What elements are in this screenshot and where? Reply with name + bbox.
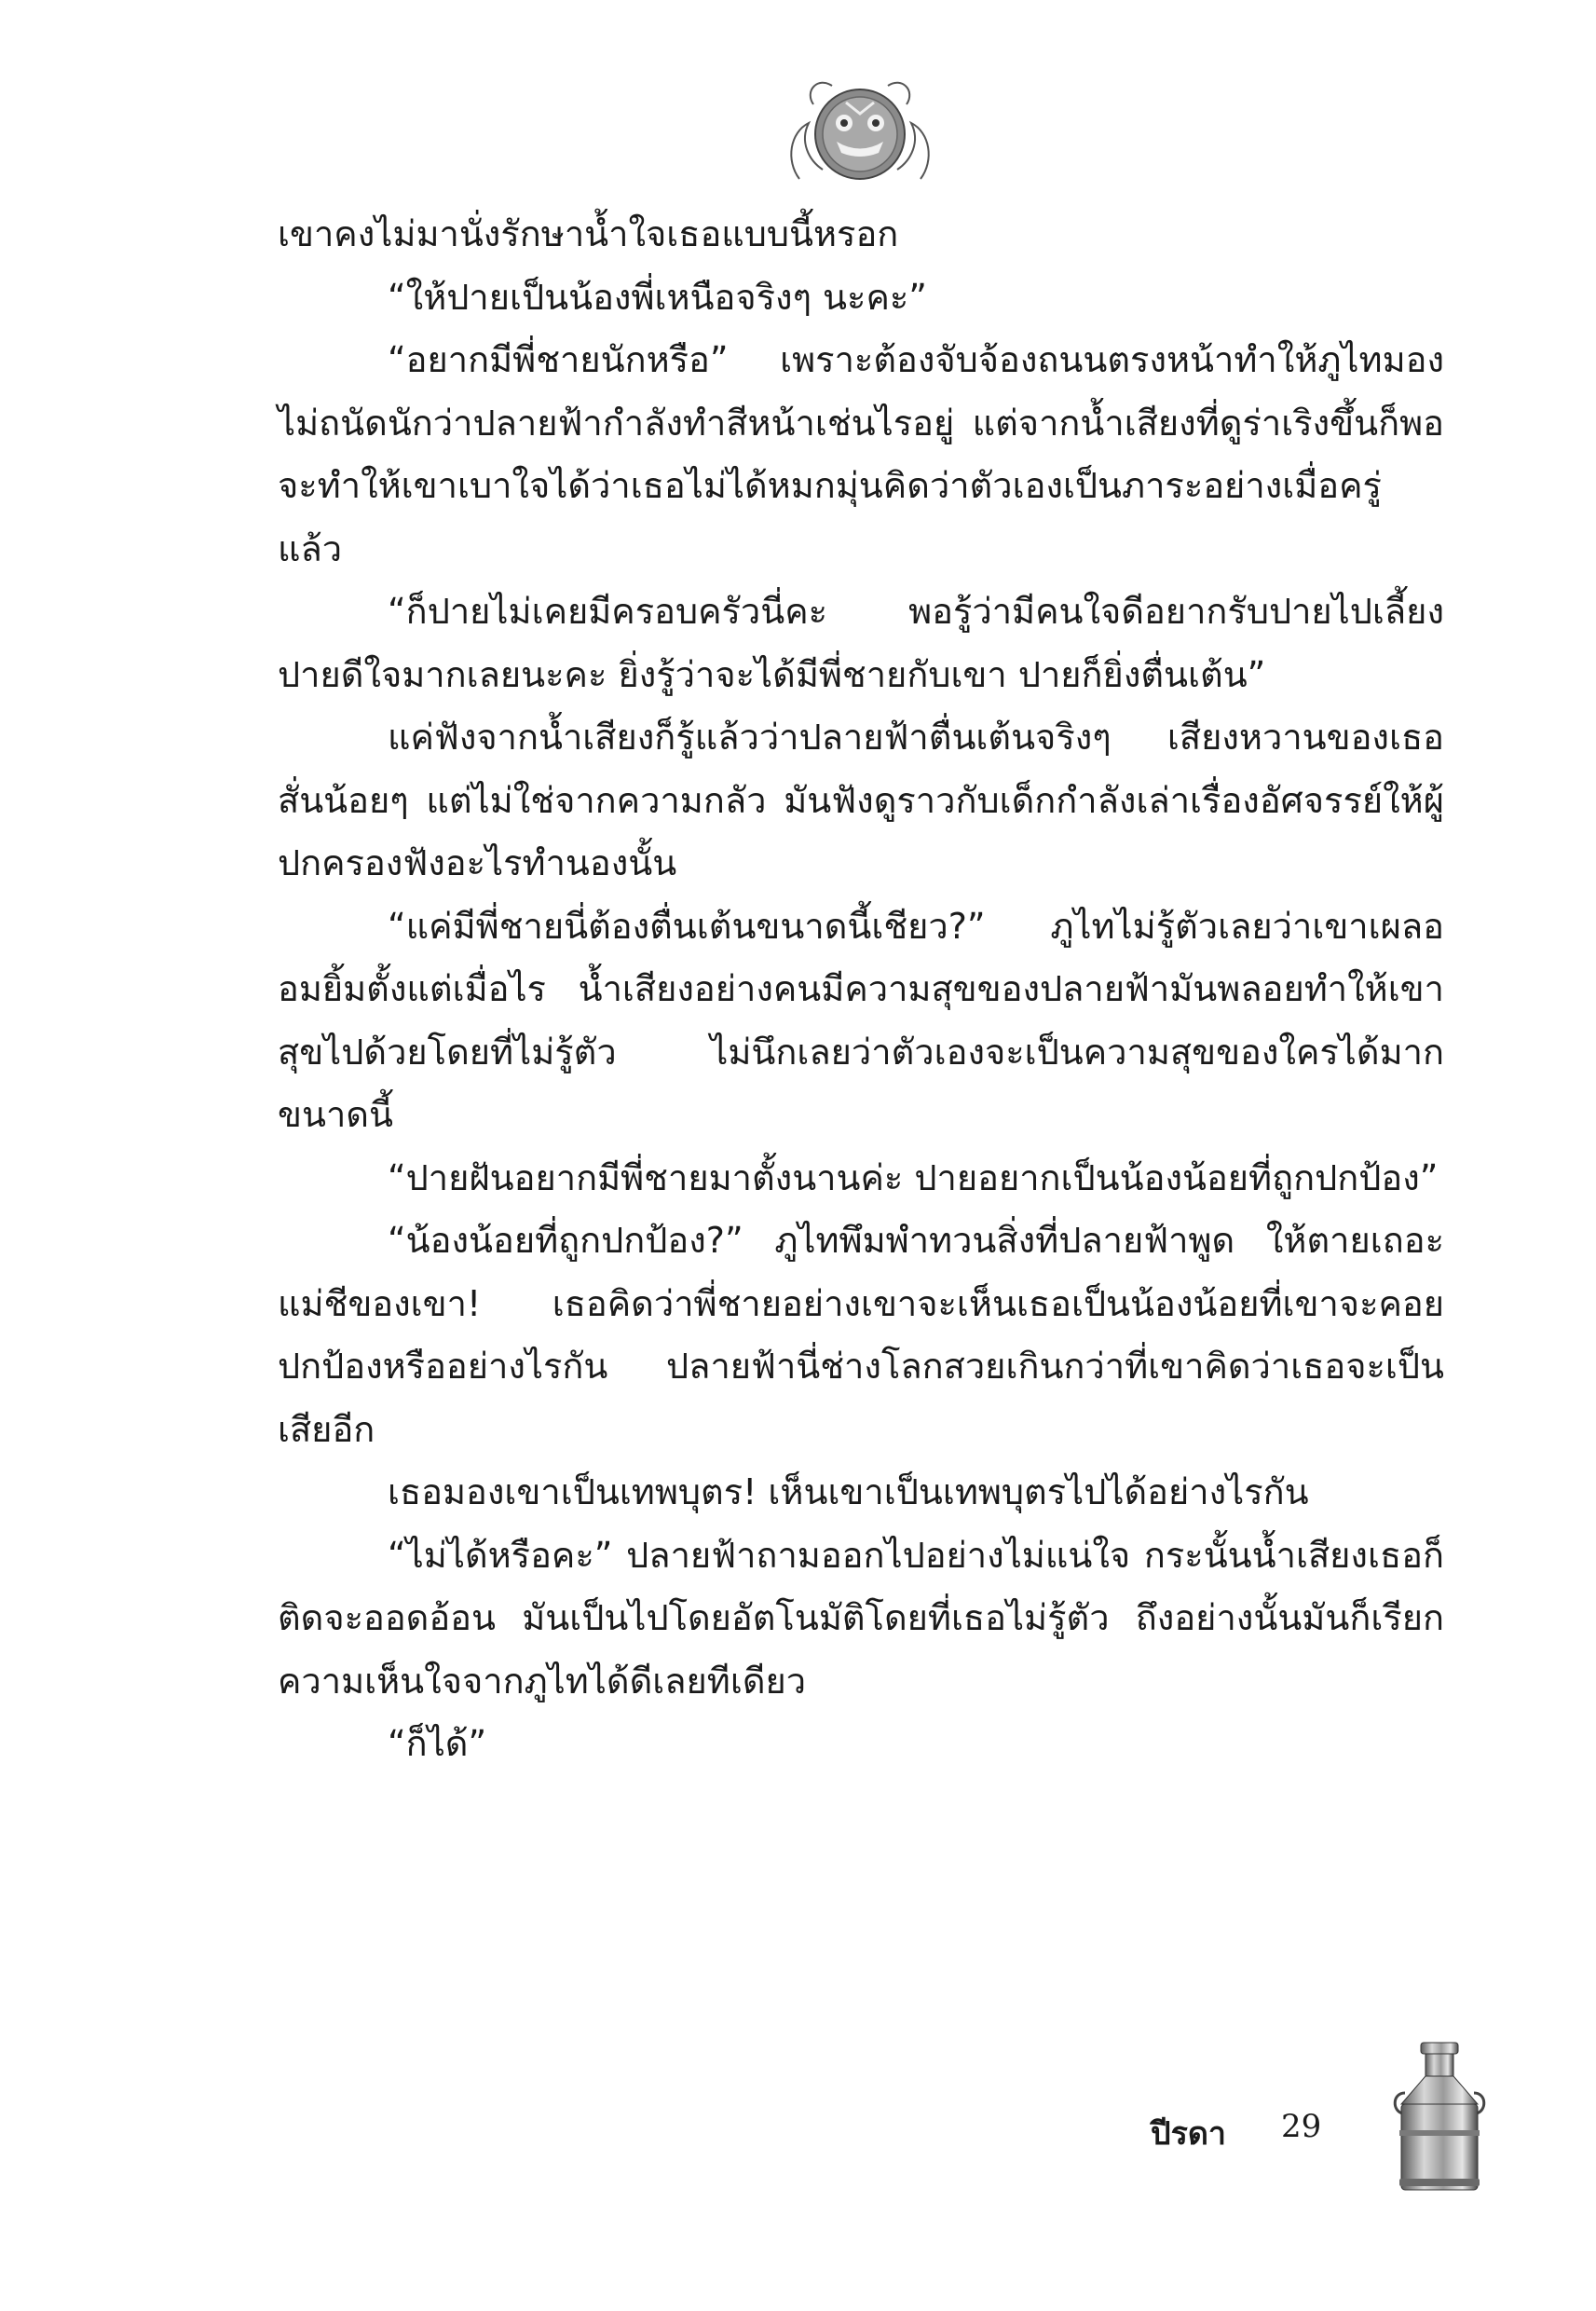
body-text bbox=[278, 203, 1444, 1776]
paragraph-4: “ก็ปายไม่เคยมีครอบครัวนี่คะ พอรู้ว่ามีคนใจดีอยากรับปายไปเลี้ยง ปายดีใจมากเลยนะคะ ยิ่งรู้ว่าจะได้มีพี่ชายกับเขา ปายก็ยิ่งตื่นเต้น” bbox=[278, 591, 1444, 695]
milk-can-icon bbox=[1388, 2039, 1491, 2197]
footer-book-title: ปีรดา bbox=[1151, 2115, 1227, 2153]
paragraph-5: แค่ฟังจากน้ำเสียงก็รู้แล้วว่าปลายฟ้าตื่นเต้นจริงๆ เสียงหวานของเธอสั่นน้อยๆ แต่ไม่ใช่จากความกลัว มันฟังดูราวกับเด็กกำลังเล่าเรื่องอัศจรรย์ให้ผู้ปกครองฟังอะไรทำนองนั้น bbox=[278, 717, 1444, 883]
paragraph-11: “ก็ได้” bbox=[388, 1723, 487, 1764]
ornamental-emblem-icon bbox=[781, 67, 939, 198]
paragraph-8: “น้องน้อยที่ถูกปกป้อง?” ภูไทพึมพำทวนสิ่งที่ปลายฟ้าพูด ให้ตายเถอะแม่ชีของเขา! เธอคิดว่าพี่ชายอย่างเขาจะเห็นเธอเป็นน้องน้อยที่เขาจะคอยปกป้องหรืออย่างไรกัน ปลายฟ้านี่ช่างโลกสวยเกินกว่าที่เขาคิดว่าเธอจะเป็นเสียอีก bbox=[278, 1220, 1444, 1450]
paragraph-9: เธอมองเขาเป็นเทพบุตร! เห็นเขาเป็นเทพบุตรไปได้อย่างไรกัน bbox=[388, 1471, 1309, 1512]
paragraph-3: “อยากมีพี่ชายนักหรือ” เพราะต้องจับจ้องถนนตรงหน้าทำให้ภูไทมองไม่ถนัดนักว่าปลายฟ้ากำลังทำสีหน้าเช่นไรอยู่ แต่จากน้ำเสียงที่ดูร่าเริงขึ้นก็พอจะทำให้เขาเบาใจได้ว่าเธอไม่ได้หมกมุ่นคิดว่าตัวเองเป็นภาระอย่างเมื่อครู่แล้ว bbox=[278, 339, 1444, 569]
paragraph-7: “ปายฝันอยากมีพี่ชายมาตั้งนานค่ะ ปายอยากเป็นน้องน้อยที่ถูกปกป้อง” bbox=[388, 1156, 1439, 1198]
paragraph-2: “ให้ปายเป็นน้องพี่เหนือจริงๆ นะคะ” bbox=[388, 276, 927, 318]
paragraph-6: “แค่มีพี่ชายนี่ต้องตื่นเต้นขนาดนี้เชียว?” ภูไทไม่รู้ตัวเลยว่าเขาเผลออมยิ้มตั้งแต่เมื่อไร น้ำเสียงอย่างคนมีความสุขของปลายฟ้ามันพลอยทำให้เขาสุขไปด้วยโดยที่ไม่รู้ตัว ไม่นึกเลยว่าตัวเองจะเป็นความสุขของใครได้มากขนาดนี้ bbox=[278, 905, 1444, 1135]
paragraph-10: “ไม่ได้หรือคะ” ปลายฟ้าถามออกไปอย่างไม่แน่ใจ กระนั้นน้ำเสียงเธอก็ติดจะออดอ้อน มันเป็นไปโดยอัตโนมัติโดยที่เธอไม่รู้ตัว ถึงอย่างนั้นมันก็เรียกความเห็นใจจากภูไทได้ดีเลยทีเดียว bbox=[278, 1534, 1444, 1702]
paragraph-1: เขาคงไม่มานั่งรักษาน้ำใจเธอแบบนี้หรอก bbox=[278, 213, 899, 254]
page-number: 29 bbox=[1281, 2108, 1322, 2145]
